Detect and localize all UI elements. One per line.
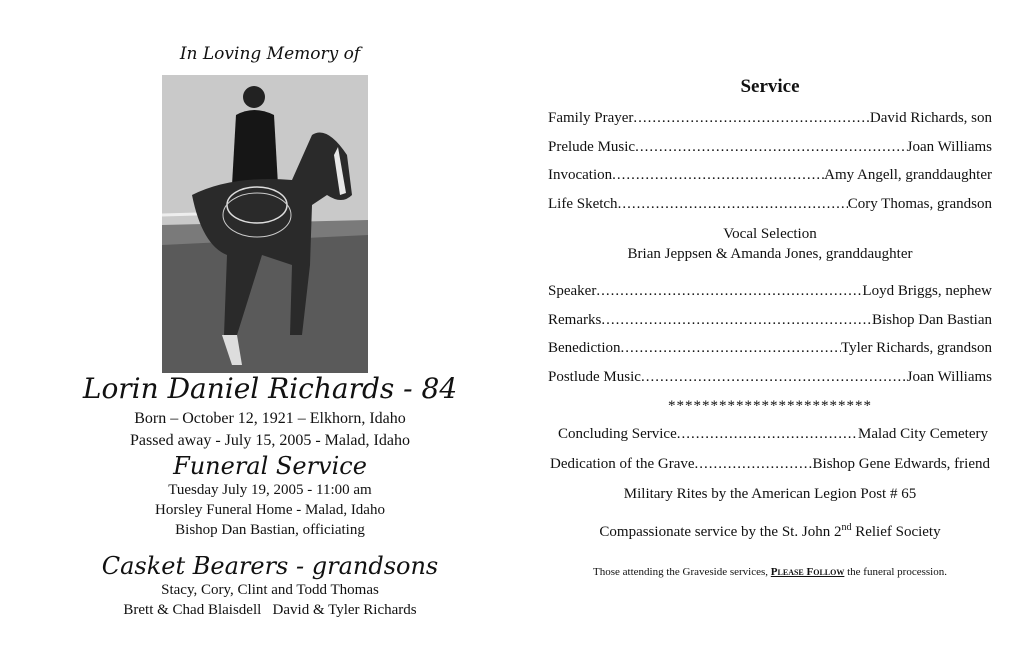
program-item-label: Invocation — [548, 167, 613, 183]
program-item-label: Family Prayer — [548, 110, 634, 126]
note-text: Those attending the Graveside services, — [593, 566, 769, 578]
vocal-performers: Brian Jeppsen & Amanda Jones, granddaughter — [627, 246, 913, 262]
program-item-value: Joan Williams — [906, 369, 992, 385]
program-row — [548, 139, 992, 161]
program-item-label: Prelude Music — [548, 139, 636, 155]
birth-info: Born – October 12, 1921 – Elkhorn, Idaho — [134, 410, 406, 427]
program-item-value: Amy Angell, granddaughter — [824, 167, 992, 183]
portrait-photo — [162, 75, 368, 373]
memory-heading: In Loving Memory of — [179, 44, 361, 64]
compassionate-text: Compassionate service by the St. John 2 — [599, 524, 842, 540]
military-rites: Military Rites by the American Legion Post # 65 — [623, 486, 917, 502]
program-row — [548, 167, 992, 189]
program-row — [548, 110, 992, 132]
funeral-date: Tuesday July 19, 2005 - 11:00 am — [168, 482, 372, 498]
casket-bearers-line-2: Brett & Chad Blaisdell David & Tyler Richards — [123, 602, 417, 618]
program-row — [548, 196, 992, 218]
concluding-value: Malad City Cemetery — [858, 426, 988, 442]
program-row — [548, 340, 992, 362]
program-item-label: Remarks — [548, 312, 602, 328]
program-row — [548, 283, 992, 305]
compassionate-text-end: Relief Society — [851, 524, 941, 540]
concluding-label: Concluding Service — [558, 426, 677, 442]
funeral-place: Horsley Funeral Home - Malad, Idaho — [155, 502, 385, 518]
note-emphasis: Please Follow — [770, 566, 845, 578]
funeral-officiant: Bishop Dan Bastian, officiating — [175, 522, 365, 538]
program-item-label: Benediction — [548, 340, 621, 356]
casket-bearers-line-1: Stacy, Cory, Clint and Todd Thomas — [161, 582, 379, 598]
divider: ************************ — [668, 398, 872, 414]
program-item-label: Postlude Music — [548, 369, 641, 385]
program-item-value: David Richards, son — [869, 110, 992, 126]
program-item-label: Speaker — [548, 283, 597, 299]
horse-rider-image — [162, 75, 368, 373]
concluding-row — [558, 426, 988, 448]
ordinal-suffix: nd — [841, 522, 852, 533]
casket-bearers-heading: Casket Bearers - grandsons — [101, 552, 439, 580]
dedication-label: Dedication of the Grave — [550, 456, 695, 472]
program-item-label: Life Sketch — [548, 196, 618, 212]
program-item-value: Bishop Dan Bastian — [872, 312, 992, 328]
procession-note — [548, 566, 992, 578]
program-row — [548, 369, 992, 391]
note-text-end: the funeral procession. — [847, 566, 947, 578]
service-title: Service — [740, 76, 800, 97]
dedication-value: Bishop Gene Edwards, friend — [812, 456, 990, 472]
left-panel — [60, 0, 480, 668]
dedication-row — [550, 456, 990, 478]
program-item-value: Tyler Richards, grandson — [841, 340, 992, 356]
death-info: Passed away - July 15, 2005 - Malad, Idaho — [130, 432, 410, 449]
funeral-service-heading: Funeral Service — [173, 452, 367, 480]
deceased-name: Lorin Daniel Richards - 84 — [82, 372, 458, 405]
program-item-value: Loyd Briggs, nephew — [862, 283, 992, 299]
program-item-value: Joan Williams — [906, 139, 992, 155]
compassionate-service — [548, 522, 992, 541]
program-row — [548, 312, 992, 334]
program-item-value: Cory Thomas, grandson — [847, 196, 992, 212]
vocal-selection-heading: Vocal Selection — [723, 226, 817, 242]
service-panel — [548, 0, 992, 668]
